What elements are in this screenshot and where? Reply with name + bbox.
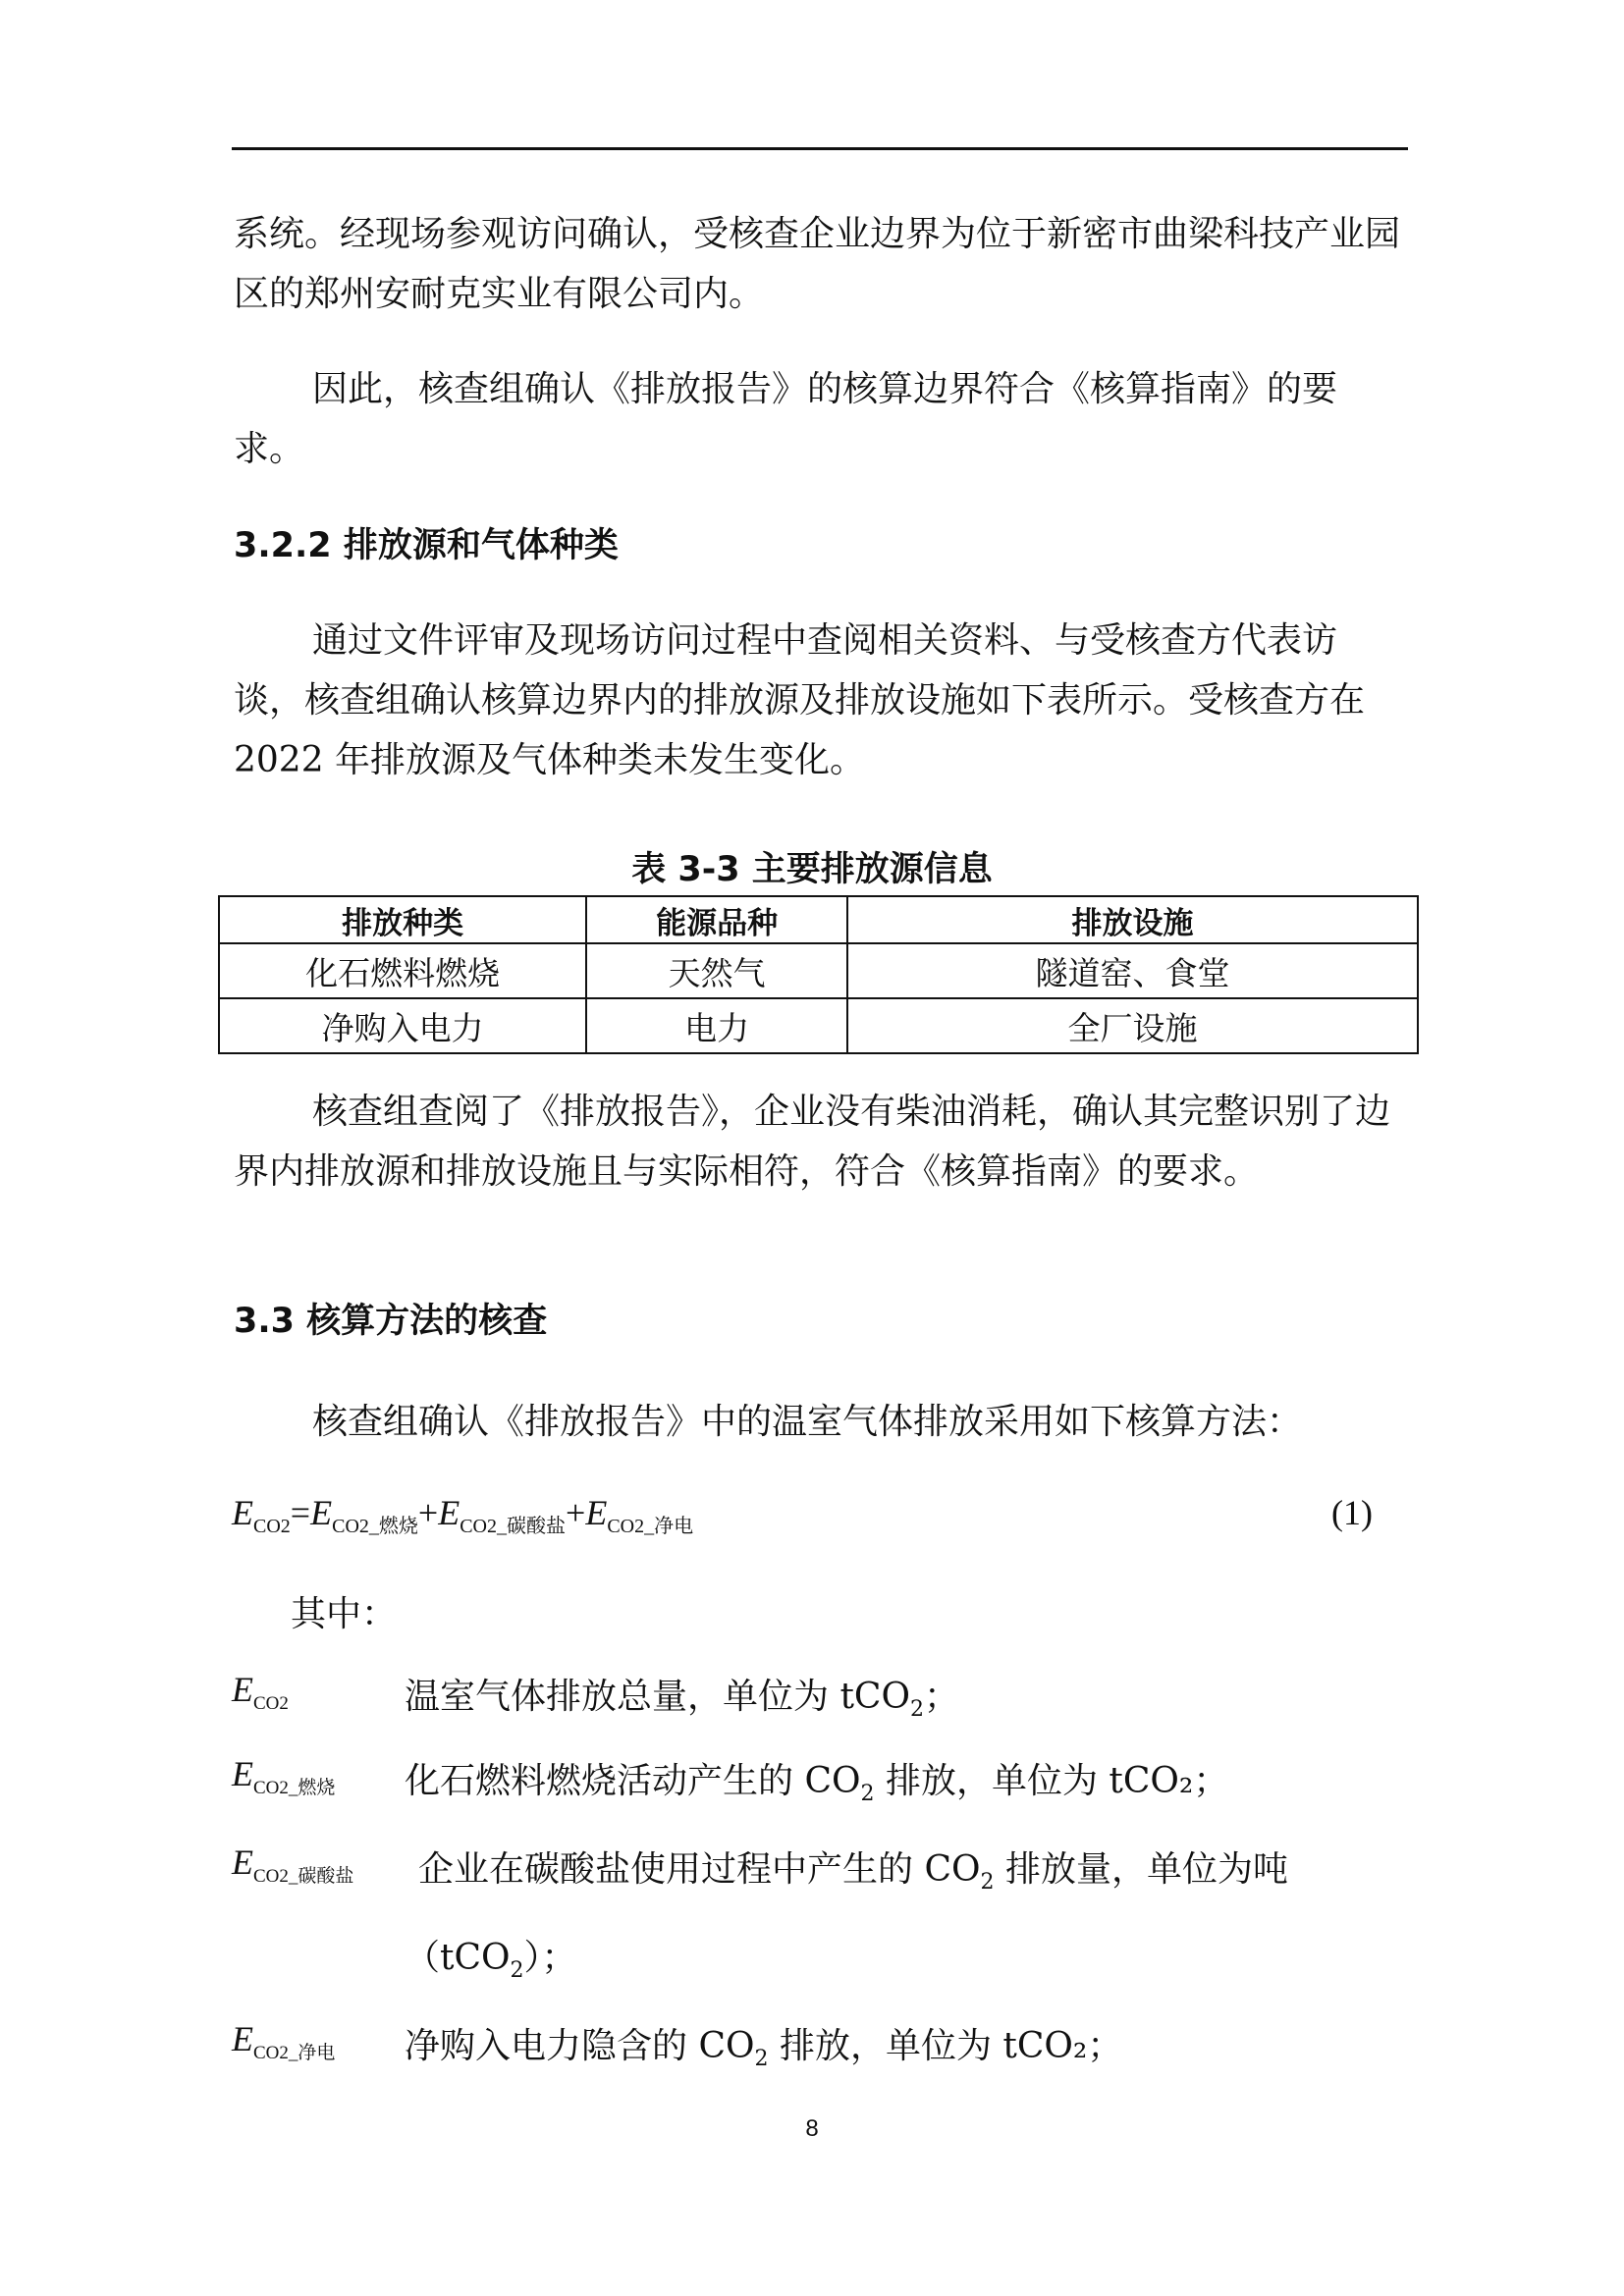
formula-subscript: CO2_净电 xyxy=(607,1516,694,1538)
paragraph-sources-intro: 通过文件评审及现场访问过程中查阅相关资料、与受核查方代表访谈，核查组确认核算边界内的排放源及排放设施如下表所示。受核查方在 2022 年排放源及气体种类未发生变化。 xyxy=(234,620,1366,780)
table-cell: 全厂设施 xyxy=(847,998,1418,1053)
section-heading-3-3: 3.3 核算方法的核查 xyxy=(234,1302,548,1341)
formula-subscript: CO2 xyxy=(253,1516,291,1538)
section-heading-3-2-2: 3.2.2 排放源和气体种类 xyxy=(234,526,619,565)
formula-subscript: CO2_燃烧 xyxy=(332,1516,418,1538)
paragraph-method-intro: 核查组确认《排放报告》中的温室气体排放采用如下核算方法： xyxy=(312,1402,1303,1442)
definition-text: 净购入电力隐含的 $CO_2$ 排放，单位为 tCO₂； xyxy=(405,2026,1123,2072)
table-cell: 隧道窑、食堂 xyxy=(847,943,1418,998)
definition-text: 企业在碳酸盐使用过程中产生的 $CO_2$ 排放量，单位为吨 xyxy=(418,1849,1288,1896)
equation-number: (1) xyxy=(1331,1493,1373,1532)
column-header: 能源品种 xyxy=(586,896,847,943)
table-row xyxy=(219,943,1418,998)
formula-symbol: E xyxy=(585,1493,608,1532)
table-cell: 天然气 xyxy=(586,943,847,998)
formula-operator: = xyxy=(290,1493,311,1532)
emission-sources-table xyxy=(218,895,1419,1054)
table-cell: 化石燃料燃烧 xyxy=(219,943,586,998)
table-cell: 净购入电力 xyxy=(219,998,586,1053)
definition-text: 化石燃料燃烧活动产生的 $CO_2$ 排放，单位为 tCO₂； xyxy=(405,1761,1229,1807)
paragraph-boundary-confirmation: 系统。经现场参观访问确认，受核查企业边界为位于新密市曲梁科技产业园区的郑州安耐克实业有限公司内。 xyxy=(234,214,1401,314)
formula-symbol: E xyxy=(232,1493,253,1532)
formula-operator: + xyxy=(417,1493,439,1532)
paragraph-where: 其中： xyxy=(291,1594,398,1634)
page-number: 8 xyxy=(805,2115,819,2142)
definition-symbol: $E_{CO2\_净电}$ xyxy=(232,2019,336,2064)
paragraph-sources-conclusion: 核查组查阅了《排放报告》，企业没有柴油消耗，确认其完整识别了边界内排放源和排放设施且与实际相符，符合《核算指南》的要求。 xyxy=(234,1092,1391,1192)
table-header-row xyxy=(219,896,1418,943)
column-header: 排放设施 xyxy=(847,896,1418,943)
formula-operator: + xyxy=(566,1493,586,1532)
definition-text: （tCO$_2$）； xyxy=(405,1938,577,1984)
table-cell: 电力 xyxy=(586,998,847,1053)
definition-symbol: $E_{CO2\_燃烧}$ xyxy=(232,1754,336,1799)
definition-symbol: $E_{CO2}$ xyxy=(232,1670,289,1715)
table-caption: 表 3-3 主要排放源信息 xyxy=(631,850,993,889)
formula-subscript: CO2_碳酸盐 xyxy=(460,1516,567,1538)
formula-symbol: E xyxy=(310,1493,333,1532)
formula-symbol: E xyxy=(438,1493,460,1532)
definition-text: 温室气体排放总量，单位为 tCO$_2$； xyxy=(405,1677,959,1723)
header-rule xyxy=(232,147,1408,150)
table-row xyxy=(219,998,1418,1053)
column-header: 排放种类 xyxy=(219,896,586,943)
definition-symbol: $E_{CO2\_碳酸盐}$ xyxy=(232,1842,354,1888)
emission-formula xyxy=(232,1492,693,1538)
paragraph-boundary-conclusion: 因此，核查组确认《排放报告》的核算边界符合《核算指南》的要求。 xyxy=(234,369,1338,469)
